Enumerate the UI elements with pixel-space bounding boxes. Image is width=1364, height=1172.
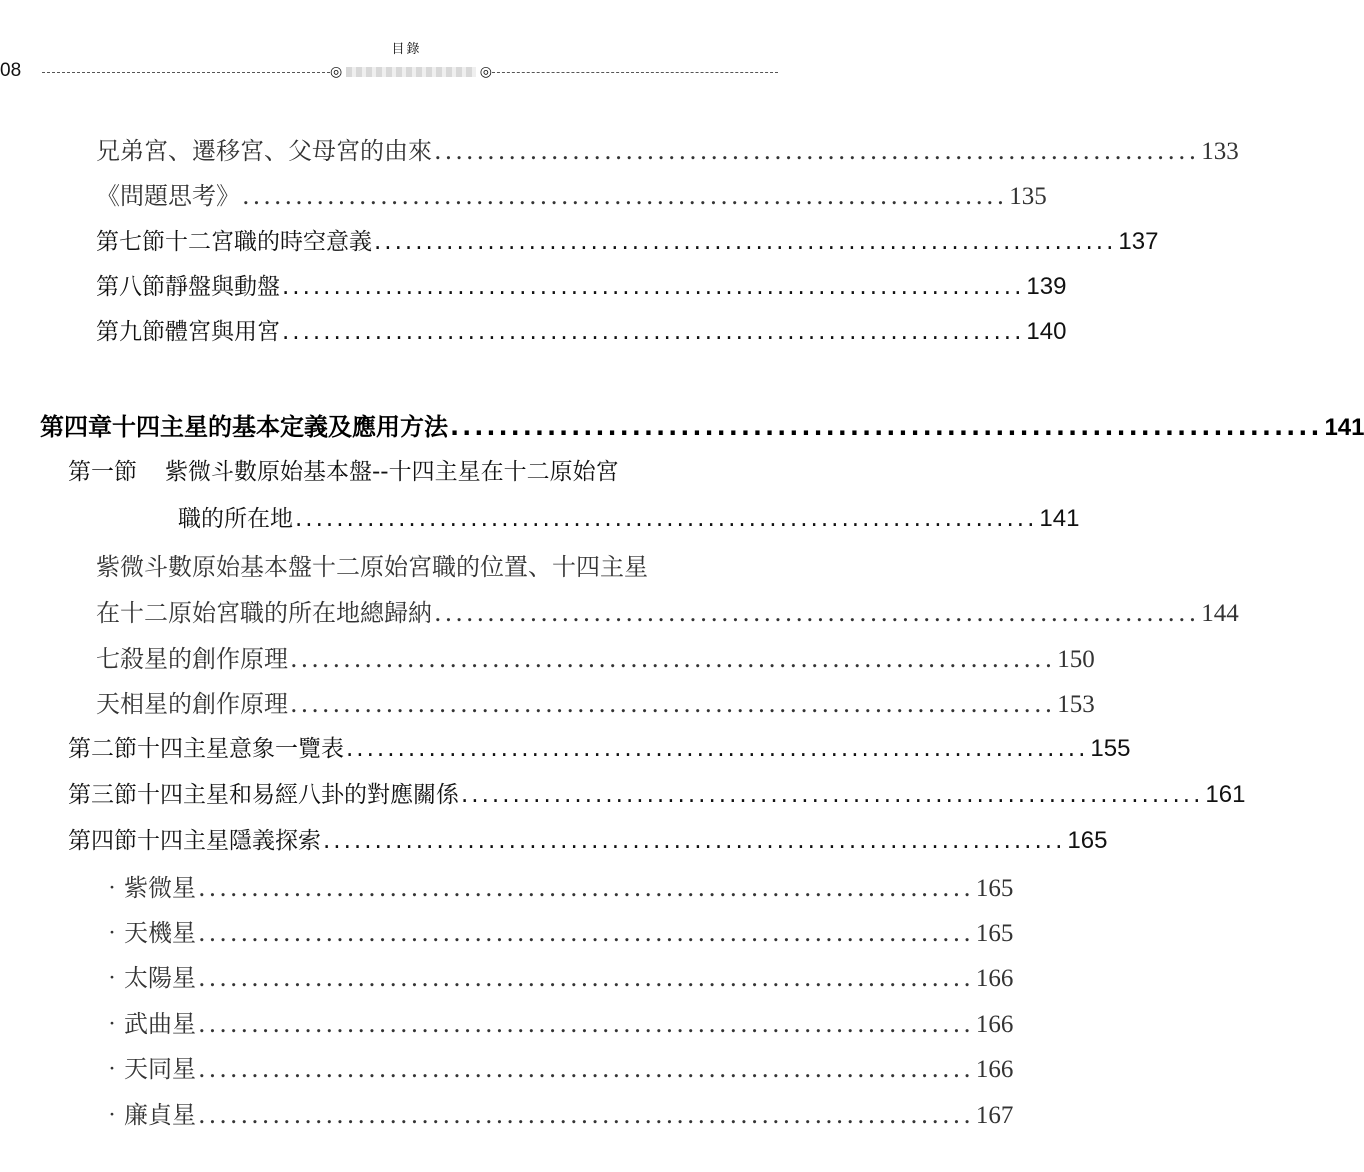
toc-entry-title: ‧紫微星 bbox=[100, 874, 196, 902]
chapter-number: 第四章 bbox=[40, 413, 112, 441]
toc-entry-title: ‧太陽星 bbox=[100, 964, 196, 992]
toc-entry-title: 天相星的創作原理 bbox=[96, 690, 288, 718]
toc-section-entry bbox=[68, 730, 1131, 764]
toc-entry-page: 135 bbox=[1009, 183, 1047, 210]
leader-dots: ........................................................................ bbox=[374, 229, 1117, 255]
leader-dots: ........................................................................ bbox=[434, 599, 1200, 627]
toc-entry-title: ‧天機星 bbox=[100, 919, 196, 947]
toc-subentry bbox=[100, 1004, 1014, 1038]
toc-entry-page: 137 bbox=[1118, 228, 1159, 255]
section-number: 第二節 bbox=[68, 736, 137, 762]
leader-dots: ........................................................................ bbox=[346, 736, 1089, 762]
toc-entry-title: ‧廉貞星 bbox=[100, 1101, 196, 1129]
ring-left-icon: ◎ bbox=[330, 64, 343, 80]
toc-entry-title: 紫微斗數原始基本盤十二原始宮職的位置、十四主星 bbox=[96, 553, 648, 581]
toc-entry-page: 140 bbox=[1026, 318, 1067, 345]
leader-dots: ........................................................................ bbox=[290, 645, 1056, 673]
toc-subentry bbox=[100, 1095, 1014, 1129]
toc-entry-title: 靜盤與動盤 bbox=[165, 274, 280, 300]
page-number: 08 bbox=[0, 60, 22, 81]
leader-dots: ........................................................................ bbox=[282, 274, 1025, 300]
leader-dots: ......................................................................... bbox=[198, 964, 974, 992]
toc-section-entry bbox=[96, 313, 1067, 347]
toc-entry-page: 141 bbox=[1324, 414, 1364, 441]
toc-subentry bbox=[100, 868, 1014, 902]
toc-entry-page: 166 bbox=[975, 1056, 1014, 1083]
toc-section-entry bbox=[68, 822, 1108, 856]
toc-entry-page: 150 bbox=[1057, 646, 1095, 673]
toc-entry bbox=[96, 131, 1239, 165]
toc-section-entry bbox=[68, 776, 1246, 810]
toc-subentry bbox=[100, 1049, 1014, 1083]
toc-section-entry bbox=[68, 453, 778, 487]
toc-entry bbox=[96, 639, 1095, 673]
toc-subentry bbox=[100, 958, 1014, 992]
toc-entry-continuation bbox=[96, 593, 1239, 627]
leader-dots: ........................................................................ bbox=[450, 413, 1323, 441]
leader-dots: ........................................................................ bbox=[295, 506, 1038, 532]
toc-entry-page: 133 bbox=[1201, 138, 1239, 165]
toc-entry-title: 在十二原始宮職的所在地總歸納 bbox=[96, 599, 432, 627]
toc-entry-page: 153 bbox=[1057, 691, 1095, 718]
toc-entry-page: 155 bbox=[1090, 735, 1131, 762]
toc-entry-page: 166 bbox=[975, 965, 1014, 992]
toc-entry-page: 161 bbox=[1205, 781, 1246, 808]
toc-entry-page: 165 bbox=[975, 920, 1014, 947]
leader-dots: ........................................................................ bbox=[461, 782, 1204, 808]
leader-dots: ......................................................................... bbox=[198, 1010, 974, 1038]
toc-entry-title: 職的所在地 bbox=[178, 506, 293, 532]
toc-entry-page: 139 bbox=[1026, 273, 1067, 300]
section-number: 第七節 bbox=[96, 229, 165, 255]
toc-entry-title: 十四主星隱義探索 bbox=[137, 828, 321, 854]
toc-entry-page: 144 bbox=[1201, 600, 1239, 627]
toc-entry-page: 165 bbox=[1067, 827, 1108, 854]
toc-entry-title: 紫微斗數原始基本盤--十四主星在十二原始宮 bbox=[165, 459, 619, 485]
toc-entry-page: 167 bbox=[975, 1102, 1014, 1129]
leader-dots: ......................................................................... bbox=[198, 1101, 974, 1129]
toc-section-entry bbox=[96, 268, 1067, 302]
leader-dots: ........................................................................ bbox=[290, 690, 1056, 718]
toc-entry-title: ‧天同星 bbox=[100, 1055, 196, 1083]
toc-entry-page: 166 bbox=[975, 1011, 1014, 1038]
section-number: 第三節 bbox=[68, 782, 137, 808]
leader-dots: ........................................................................ bbox=[242, 182, 1008, 210]
section-number: 第八節 bbox=[96, 274, 165, 300]
leader-dots: ........................................................................ bbox=[323, 828, 1066, 854]
toc-entry-title: 兄弟宮、遷移宮、父母宮的由來 bbox=[96, 137, 432, 165]
toc-subentry bbox=[100, 913, 1014, 947]
toc-entry-title: 十二宮職的時空意義 bbox=[165, 229, 372, 255]
toc-entry-title: 《問題思考》 bbox=[96, 182, 240, 210]
toc-entry-title: 十四主星的基本定義及應用方法 bbox=[112, 413, 448, 441]
toc-entry-continuation bbox=[178, 500, 1080, 534]
toc-entry-page: 141 bbox=[1039, 505, 1080, 532]
leader-dots: ........................................................................ bbox=[434, 137, 1200, 165]
toc-entry bbox=[96, 176, 1047, 210]
toc-entry-title: 七殺星的創作原理 bbox=[96, 645, 288, 673]
toc-entry-title: 十四主星意象一覽表 bbox=[137, 736, 344, 762]
toc-entry-page: 165 bbox=[975, 875, 1014, 902]
leader-dots: ........................................................................ bbox=[282, 319, 1025, 345]
leader-dots: ......................................................................... bbox=[198, 874, 974, 902]
header-title: 目錄 bbox=[391, 42, 422, 57]
toc-entry-title: 體宮與用宮 bbox=[165, 319, 280, 345]
leader-dots: ......................................................................... bbox=[198, 919, 974, 947]
toc-entry-title: 十四主星和易經八卦的對應關係 bbox=[137, 782, 459, 808]
toc-chapter-entry bbox=[40, 407, 1364, 441]
toc-entry bbox=[96, 684, 1095, 718]
section-number: 第四節 bbox=[68, 828, 137, 854]
ring-right-icon: ◎ bbox=[479, 64, 492, 80]
section-number: 第九節 bbox=[96, 319, 165, 345]
leader-dots: ......................................................................... bbox=[198, 1055, 974, 1083]
section-number: 第一節 bbox=[68, 459, 137, 485]
toc-entry bbox=[96, 547, 778, 581]
toc-section-entry bbox=[96, 223, 1159, 257]
toc-entry-title: ‧武曲星 bbox=[100, 1010, 196, 1038]
